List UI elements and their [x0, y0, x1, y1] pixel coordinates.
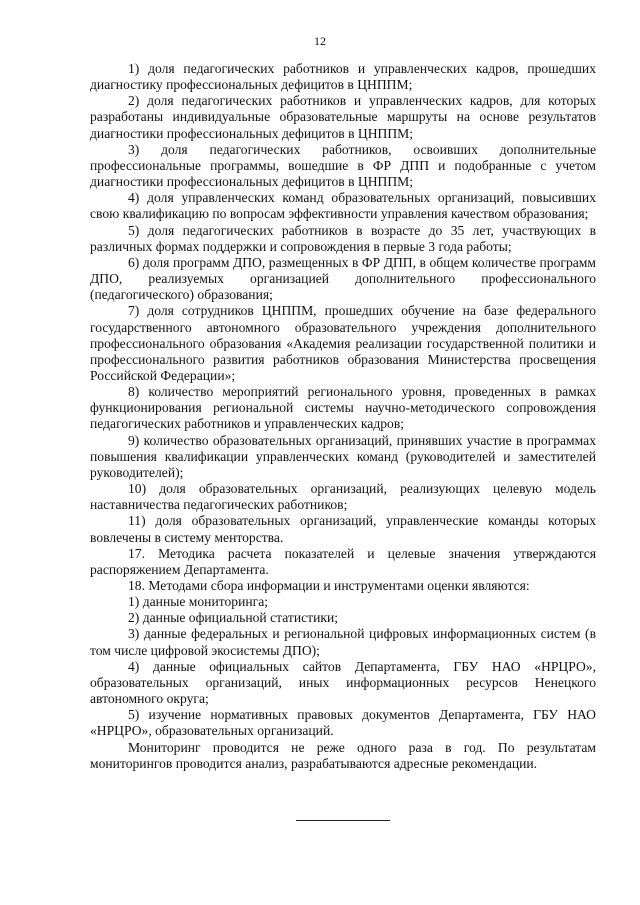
section-17-paragraph: 17. Методика расчета показателей и целевые значения утверждаются распоряжением Департамента. [90, 545, 596, 577]
indicator-3-paragraph: 3) доля педагогических работников, освоивших дополнительные профессиональные программы, вошедшие в ФР ДПП и подобранные с учетом диагностики профессиональных дефицитов в ЦНППМ; [90, 141, 596, 190]
indicator-5-paragraph: 5) доля педагогических работников в возрасте до 35 лет, участвующих в различных формах поддержки и сопровождения в первые 3 года работы; [90, 222, 596, 254]
method-1-paragraph: 1) данные мониторинга; [128, 594, 269, 610]
document-body [90, 61, 596, 772]
indicator-7-paragraph: 7) доля сотрудников ЦНППМ, прошедших обучение на базе федерального государственного автономного образовательного учреждения дополнительного профессионального образования «Академия реализации государственной политики и профессионального развития работников образования Министерства просвещения Российской Федерации»; [90, 303, 596, 383]
indicator-10-paragraph: 10) доля образовательных организаций, реализующих целевую модель наставничества педагогических работников; [90, 481, 596, 513]
indicator-2-paragraph: 2) доля педагогических работников и управленческих кадров, для которых разработаны индивидуальные образовательные маршруты на основе результатов диагностики профессиональных дефицитов в ЦНППМ; [90, 93, 596, 141]
indicator-4-paragraph: 4) доля управленческих команд образовательных организаций, повысивших свою квалификацию по вопросам эффективности управления качеством образования; [90, 190, 596, 222]
indicator-11-paragraph: 11) доля образовательных организаций, управленческие команды которых вовлечены в систему менторства. [90, 513, 596, 545]
indicator-1-paragraph: 1) доля педагогических работников и управленческих кадров, прошедших диагностику профессиональных дефицитов в ЦНППМ; [90, 61, 596, 93]
indicator-9-paragraph: 9) количество образовательных организаций, принявших участие в программах повышения квалификации управленческих команд (руководителей и заместителей руководителей); [90, 432, 596, 480]
end-divider [296, 820, 390, 821]
method-2-paragraph: 2) данные официальной статистики; [128, 610, 339, 626]
method-3-paragraph: 3) данные федеральных и региональной цифровых информационных систем (в том числе цифровой экосистемы ДПО); [90, 626, 596, 658]
method-4-paragraph: 4) данные официальных сайтов Департамента, ГБУ НАО «НРЦРО», образовательных организаций, иных информационных ресурсов Ненецкого автономного округа; [90, 658, 596, 707]
indicator-6-paragraph: 6) доля программ ДПО, размещенных в ФР ДПП, в общем количестве программ ДПО, реализуемых организацией дополнительного профессионального (педагогического) образования; [90, 254, 596, 303]
section-18-paragraph: 18. Методами сбора информации и инструментами оценки являются: [128, 578, 530, 593]
page-number: 12 [314, 34, 326, 48]
indicator-8-paragraph: 8) количество мероприятий регионального уровня, проведенных в рамках функционирования региональной системы научно-методического сопровождения педагогических работников и управленческих кадров; [90, 384, 596, 432]
monitoring-paragraph: Мониторинг проводится не реже одного раза в год. По результатам мониторингов проводится анализ, разрабатываются адресные рекомендации. [90, 739, 596, 771]
method-5-paragraph: 5) изучение нормативных правовых документов Департамента, ГБУ НАО «НРЦРО», образовательных организаций. [90, 707, 596, 739]
